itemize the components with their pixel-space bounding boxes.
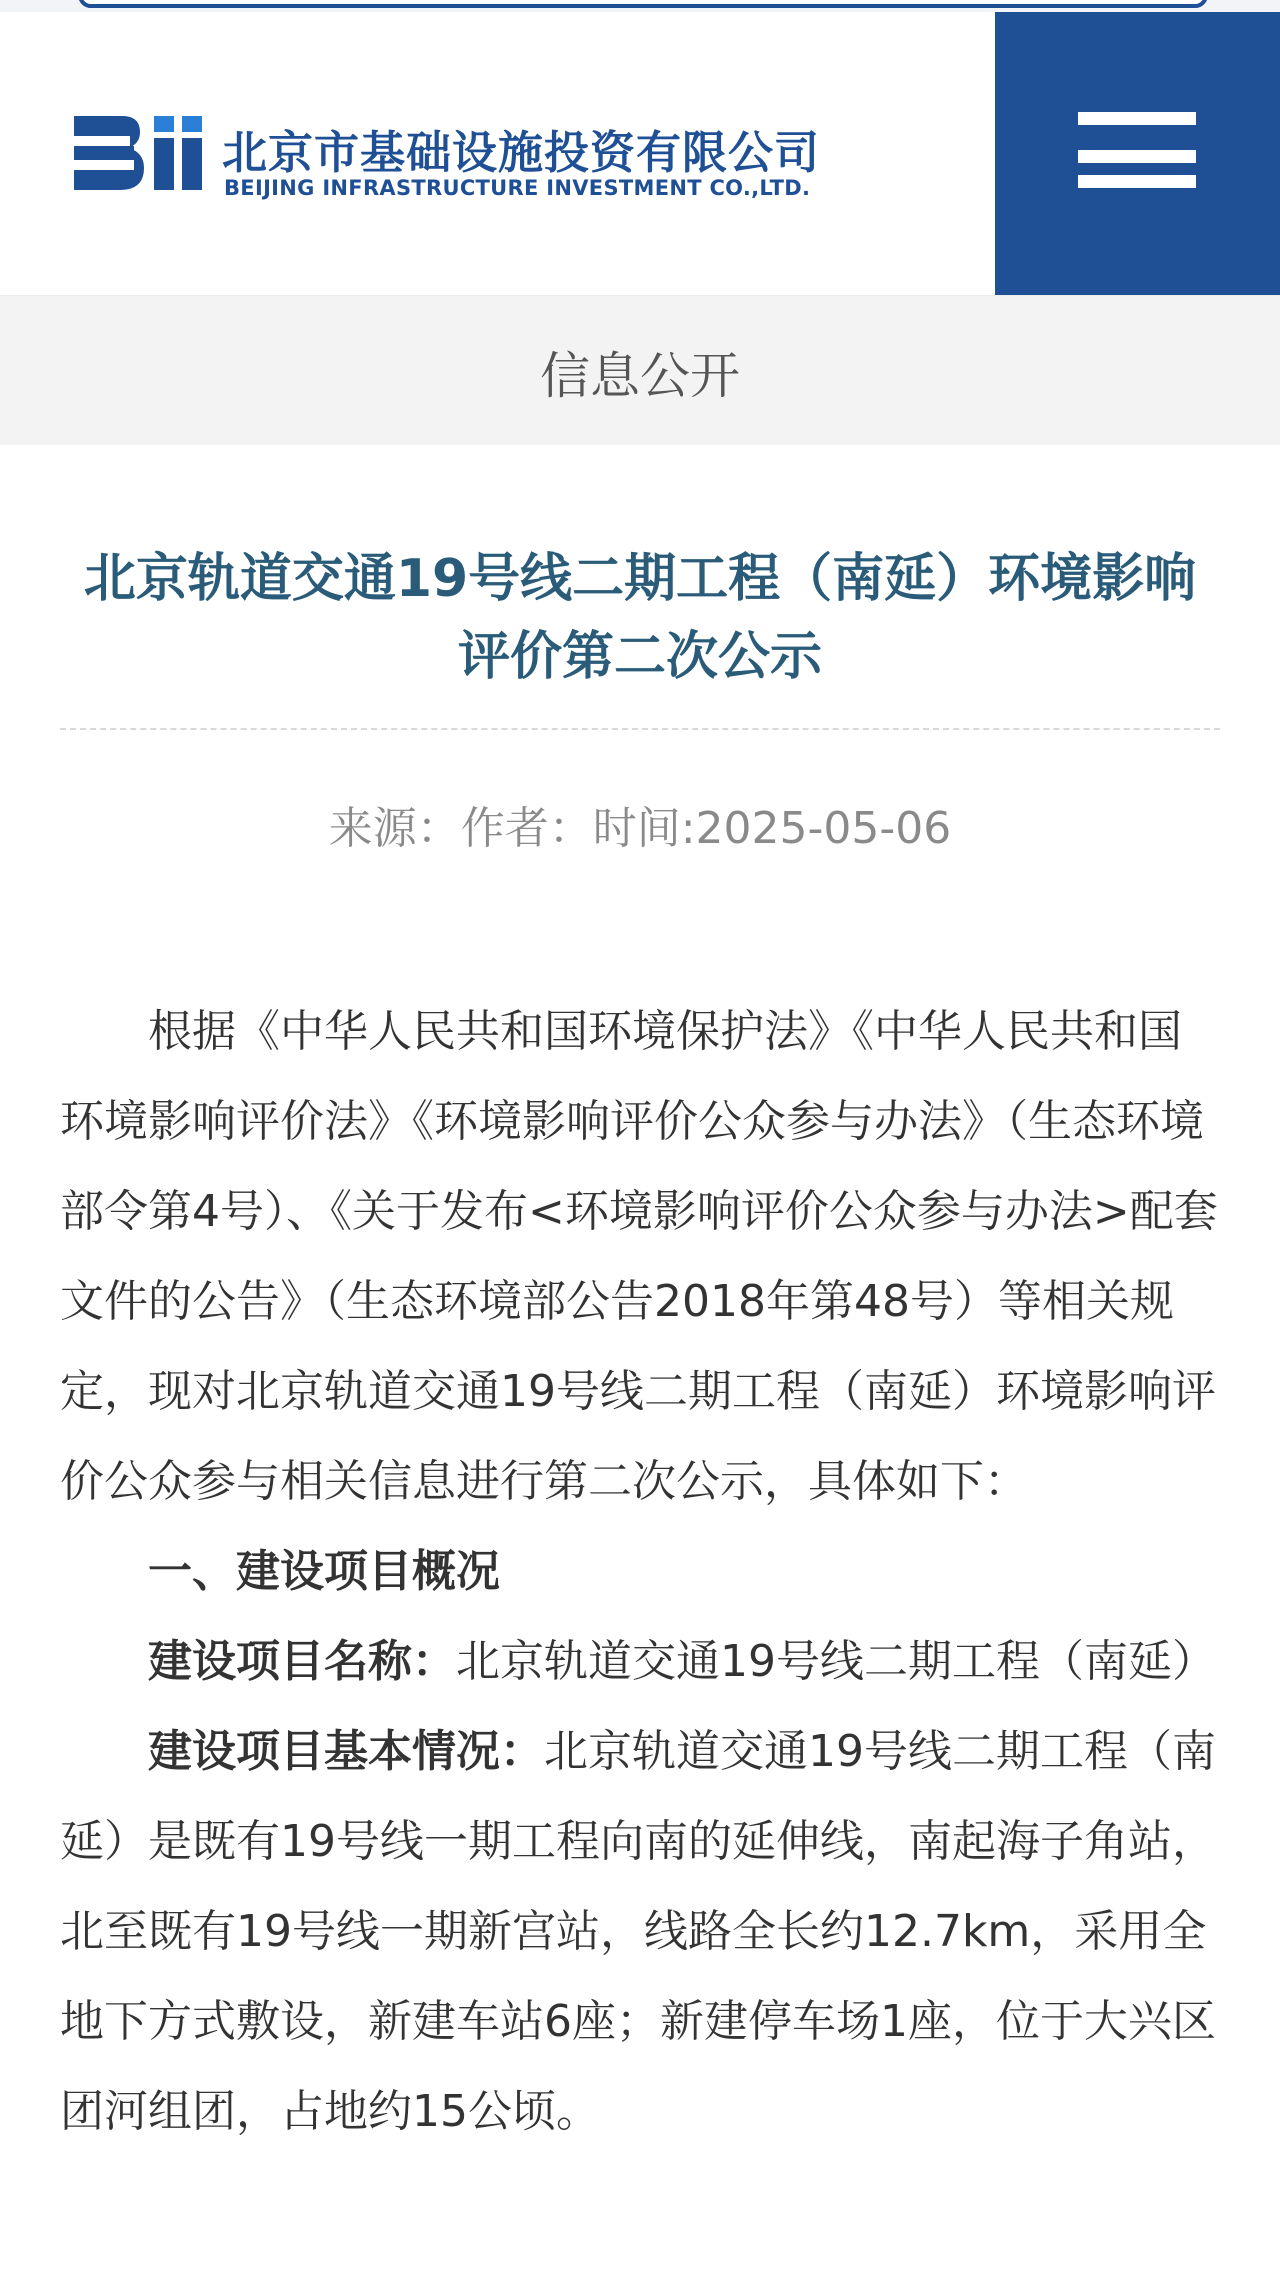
paragraph-project-basic — [60, 1707, 1220, 2157]
address-bar[interactable] — [78, 0, 1208, 8]
article-body — [60, 987, 1220, 2157]
bii-logo-icon[interactable] — [70, 108, 206, 198]
project-name-value: 北京轨道交通19号线二期工程（南延） — [456, 1636, 1216, 1687]
section-heading: 一、建设项目概况 — [148, 1546, 500, 1597]
browser-top-bar — [0, 0, 1280, 12]
paragraph-intro: 根据《中华人民共和国环境保护法》《中华人民共和国环境影响评价法》《环境影响评价公众参与办法》（生态环境部令第4号）、《关于发布<环境影响评价公众参与办法>配套文件的公告》（生态环境部公告2018年第48号）等相关规定，现对北京轨道交通19号线二期工程（南延）环境影响评价公众参与相关信息进行第二次公示，具体如下： — [60, 1006, 1218, 1507]
project-basic-value: 北京轨道交通19号线二期工程（南延）是既有19号线一期工程向南的延伸线，南起海子角站，北至既有19号线一期新宫站，线路全长约12.7km，采用全地下方式敷设，新建车站6座；新建停车场1座，位于大兴区团河组团，占地约15公顷。 — [60, 1726, 1216, 2137]
hamburger-menu-icon-bar — [1078, 150, 1196, 163]
divider — [60, 728, 1220, 730]
company-name-en: BEIJING INFRASTRUCTURE INVESTMENT CO.,LTD. — [224, 176, 811, 200]
project-name-label: 建设项目名称： — [148, 1636, 456, 1687]
section-band — [0, 295, 1280, 445]
article-title: 北京轨道交通19号线二期工程（南延）环境影响评价第二次公示 — [83, 549, 1197, 687]
paragraph-project-name — [60, 1617, 1220, 1707]
hamburger-menu-icon-bar — [1078, 175, 1196, 188]
article-meta: 来源：作者：时间:2025-05-06 — [328, 803, 952, 854]
site-header — [0, 12, 1280, 295]
menu-button[interactable] — [995, 12, 1280, 295]
hamburger-menu-icon — [1078, 112, 1196, 125]
project-basic-label: 建设项目基本情况： — [148, 1726, 544, 1777]
section-title: 信息公开 — [540, 347, 740, 405]
company-name-cn: 北京市基础设施投资有限公司 — [222, 126, 821, 179]
